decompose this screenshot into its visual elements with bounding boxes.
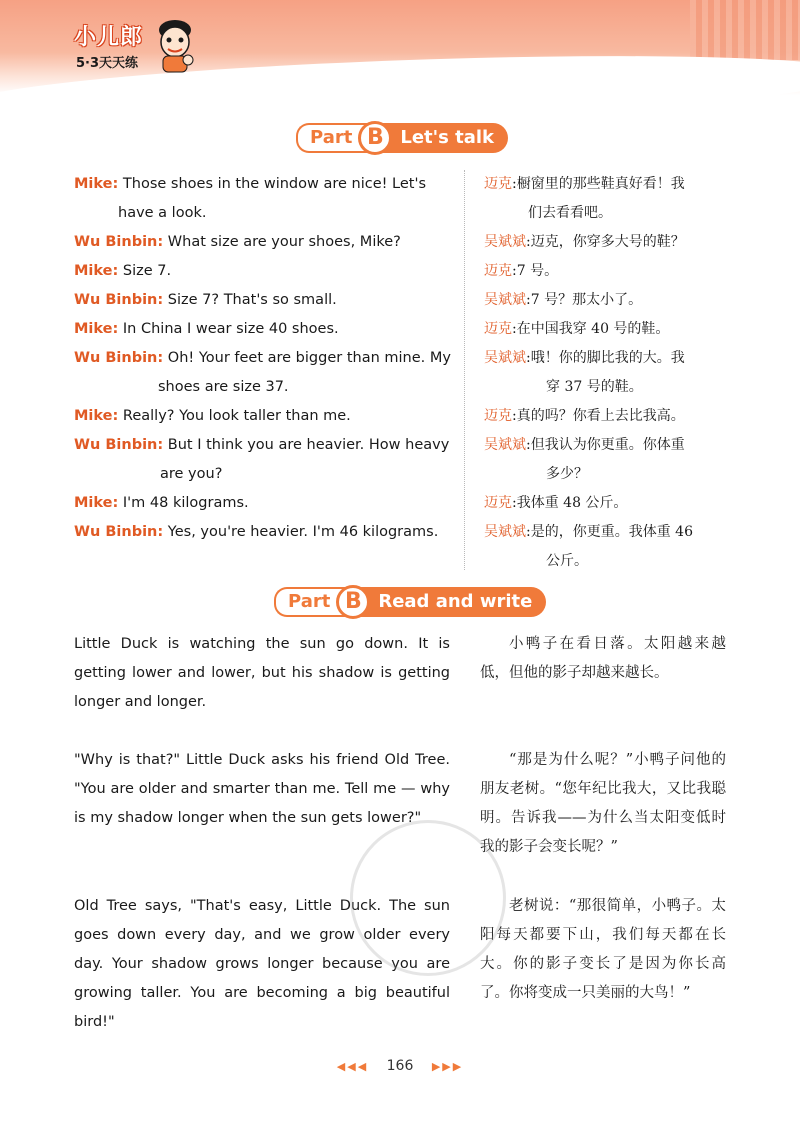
dialog-continuation: have a look. [118, 205, 207, 221]
story-paragraph-zh: 小鸭子在看日落。太阳越来越低，但他的影子却越来越长。 [480, 636, 726, 681]
speaker-name: Wu Binbin: [74, 292, 164, 308]
dialog-text: Really? You look taller than me. [118, 408, 351, 424]
zh-speaker: 吴斌斌 [484, 350, 526, 366]
dialog-text: What size are your shoes, Mike? [163, 234, 401, 250]
zh-speaker: 吴斌斌 [484, 437, 526, 453]
dialog-text: But I think you are heavier. How heavy [163, 437, 450, 453]
zh-dialog-text: :哦！你的脚比我的大。我 [526, 350, 685, 366]
zh-dialog-text: :是的，你更重。我体重 46 [526, 524, 693, 540]
zh-dialog-text: :7 号。 [512, 263, 559, 279]
zh-dialog-line [484, 257, 558, 286]
part-label: Part [274, 587, 352, 617]
mascot-icon [154, 18, 196, 74]
dialog-continuation: are you? [160, 466, 223, 482]
zh-dialog-text: :在中国我穿 40 号的鞋。 [512, 321, 670, 337]
zh-speaker: 迈克 [484, 263, 512, 279]
series-name: 5·3天天练 [76, 56, 139, 71]
zh-speaker: 吴斌斌 [484, 292, 526, 308]
section-title: Read and write [358, 587, 546, 617]
dialog-line [74, 402, 454, 431]
zh-dialog-text: :但我认为你更重。你体重 [526, 437, 685, 453]
part-label: Part [296, 123, 374, 153]
zh-dialog-line [484, 402, 685, 431]
zh-speaker: 迈克 [484, 408, 512, 424]
dialog-text: Oh! Your feet are bigger than mine. My [163, 350, 451, 366]
dialog-text: In China I wear size 40 shoes. [118, 321, 339, 337]
dialog-line [74, 257, 454, 286]
zh-speaker: 迈克 [484, 176, 512, 192]
zh-dialog-text: :迈克，你穿多大号的鞋？ [526, 234, 685, 250]
speaker-name: Mike: [74, 176, 119, 192]
zh-dialog-line [484, 518, 693, 547]
story-paragraph: Old Tree says, "That's easy, Little Duck. The sun goes down every day, and we grow older every day. Your shadow grows longer because you are growing taller. You are becoming a big beautiful bird!" [74, 898, 450, 1030]
story-paragraph: Little Duck is watching the sun go down. It is getting lower and lower, but his shadow is getting longer and longer. [74, 636, 450, 710]
part-letter: B [358, 121, 392, 155]
zh-dialog-line [484, 489, 627, 518]
story-paragraph-zh: “那是为什么呢？”小鸭子问他的朋友老树。“您年纪比我大，又比我聪明。告诉我——为什么当太阳变低时我的影子会变长呢？” [480, 752, 726, 855]
speaker-name: Wu Binbin: [74, 350, 164, 366]
zh-speaker: 吴斌斌 [484, 234, 526, 250]
watermark-stamp [350, 820, 506, 976]
right-arrows-icon: ▶▶▶ [431, 1060, 464, 1073]
dialog-line [74, 431, 454, 460]
zh-dialog-continuation: 穿 37 号的鞋。 [546, 379, 643, 395]
speaker-name: Wu Binbin: [74, 437, 164, 453]
zh-speaker: 迈克 [484, 495, 512, 511]
dialog-line [74, 228, 454, 257]
page-footer [0, 1058, 800, 1074]
speaker-name: Wu Binbin: [74, 524, 164, 540]
story-paragraph-zh: 老树说：“那很简单，小鸭子。太阳每天都要下山，我们每天都在长大。你的影子变长了是因为你长高了。你将变成一只美丽的大鸟！” [480, 898, 726, 1001]
section-badge-talk [296, 121, 508, 155]
zh-dialog-continuation: 多少？ [546, 466, 588, 482]
dialog-line [74, 489, 454, 518]
speaker-name: Mike: [74, 408, 119, 424]
zh-dialog-line [484, 170, 685, 199]
dialog-line [74, 170, 454, 199]
dialog-line [74, 315, 454, 344]
page-number: 166 [386, 1058, 414, 1074]
zh-dialog-text: :我体重 48 公斤。 [512, 495, 628, 511]
part-letter: B [336, 585, 370, 619]
dialog-text: Those shoes in the window are nice! Let's [118, 176, 427, 192]
dialog-line [74, 344, 454, 373]
dialog-text: Size 7. [118, 263, 172, 279]
column-divider [464, 170, 465, 570]
speaker-name: Mike: [74, 263, 119, 279]
zh-speaker: 吴斌斌 [484, 524, 526, 540]
brand-name: 小儿郎 [74, 25, 144, 50]
section-badge-read [274, 585, 546, 619]
zh-dialog-continuation: 们去看看吧。 [528, 205, 612, 221]
story-paragraph: "Why is that?" Little Duck asks his friend Old Tree. "You are older and smarter than me. Tell me — why is my shadow longer when the sun gets lower?" [74, 752, 450, 826]
left-arrows-icon: ◀◀◀ [336, 1060, 369, 1073]
dialog-text: Yes, you're heavier. I'm 46 kilograms. [163, 524, 439, 540]
zh-dialog-line [484, 344, 685, 373]
dialog-line [74, 518, 454, 547]
speaker-name: Mike: [74, 495, 119, 511]
zh-dialog-continuation: 公斤。 [546, 553, 588, 569]
dialog-text: Size 7? That's so small. [163, 292, 337, 308]
speaker-name: Wu Binbin: [74, 234, 164, 250]
zh-dialog-line [484, 228, 685, 257]
section-title: Let's talk [380, 123, 508, 153]
zh-dialog-line [484, 286, 642, 315]
zh-dialog-text: :橱窗里的那些鞋真好看！我 [512, 176, 685, 192]
zh-dialog-line [484, 315, 669, 344]
header-stripe [690, 0, 800, 60]
brand-logo [68, 18, 208, 78]
zh-dialog-line [484, 431, 685, 460]
dialog-continuation: shoes are size 37. [158, 379, 289, 395]
speaker-name: Mike: [74, 321, 119, 337]
dialog-line [74, 286, 454, 315]
zh-speaker: 迈克 [484, 321, 512, 337]
zh-dialog-text: :真的吗？你看上去比我高。 [512, 408, 685, 424]
dialog-text: I'm 48 kilograms. [118, 495, 249, 511]
zh-dialog-text: :7 号？那太小了。 [526, 292, 643, 308]
